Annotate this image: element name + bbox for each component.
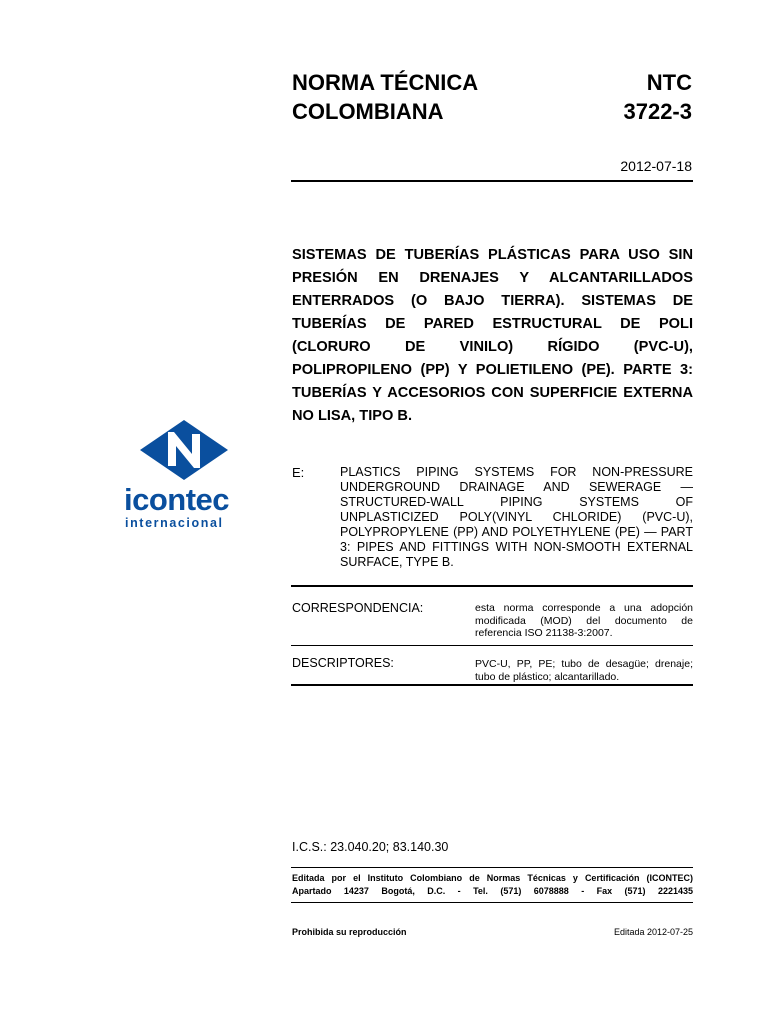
- descriptores-label: DESCRIPTORES:: [292, 656, 394, 670]
- divider-top: [291, 180, 693, 182]
- divider-footer: [291, 902, 693, 903]
- edition-date: Editada 2012-07-25: [613, 927, 693, 937]
- standard-title-line1: NORMA TÉCNICA: [292, 70, 479, 95]
- standard-code: [623, 68, 692, 126]
- english-title: PLASTICS PIPING SYSTEMS FOR NON-PRESSURE UNDERGROUND DRAINAGE AND SEWERAGE — STRUCTURED-WALL PIPING SYSTEMS OF UNPLASTICIZED POLY(VINYL CHLORIDE) (PVC-U), POLYPROPYLENE (PP) AND POLYETHYLENE (PE) — PART 3: PIPES AND FITTINGS WITH NON-SMOOTH EXTERNAL SURFACE, TYPE B.: [340, 465, 693, 569]
- publisher-info: [292, 872, 693, 898]
- logo-name: icontec: [124, 482, 230, 517]
- icontec-logo-mark-icon: [140, 420, 228, 480]
- descriptores-value: PVC-U, PP, PE; tubo de desagüe; drenaje; tubo de plástico; alcantarillado.: [475, 658, 693, 683]
- publisher-line2: Apartado 14237 Bogotá, D.C. - Tel. (571) 6078888 - Fax (571) 2221435: [292, 886, 693, 896]
- document-title: SISTEMAS DE TUBERÍAS PLÁSTICAS PARA USO SIN PRESIÓN EN DRENAJES Y ALCANTARILLADOS ENTERRADOS (O BAJO TIERRA). SISTEMAS DE TUBERÍAS DE PARED ESTRUCTURAL DE POLI (CLORURO DE VINILO) RÍGIDO (PVC-U), POLIPROPILENO (PP) Y POLIETILENO (PE). PARTE 3: TUBERÍAS Y ACCESORIOS CON SUPERFICIE EXTERNA NO LISA, TIPO B.: [292, 247, 693, 424]
- standard-code-line1: NTC: [646, 70, 692, 95]
- divider-correspondencia: [291, 585, 693, 587]
- standard-code-line2: 3722-3: [623, 99, 692, 124]
- correspondencia-value: esta norma corresponde a una adopción modificada (MOD) del documento de referencia ISO 21138-3:2007.: [475, 602, 693, 639]
- standard-title: [292, 68, 478, 126]
- icontec-logo: [120, 420, 250, 530]
- divider-descriptores: [291, 645, 693, 646]
- standard-title-line2: COLOMBIANA: [292, 99, 444, 124]
- english-label: E:: [292, 465, 305, 480]
- publication-date: 2012-07-18: [620, 158, 692, 174]
- correspondencia-label: CORRESPONDENCIA:: [292, 601, 424, 615]
- logo-subtitle: internacional: [125, 516, 224, 530]
- ics-codes: I.C.S.: 23.040.20; 83.140.30: [292, 840, 449, 854]
- publisher-line1: Editada por el Instituto Colombiano de Normas Técnicas y Certificación (ICONTEC): [292, 873, 693, 883]
- divider-publisher: [291, 867, 693, 868]
- divider-bottom: [291, 684, 693, 686]
- reproduction-notice: Prohibida su reproducción: [292, 927, 407, 937]
